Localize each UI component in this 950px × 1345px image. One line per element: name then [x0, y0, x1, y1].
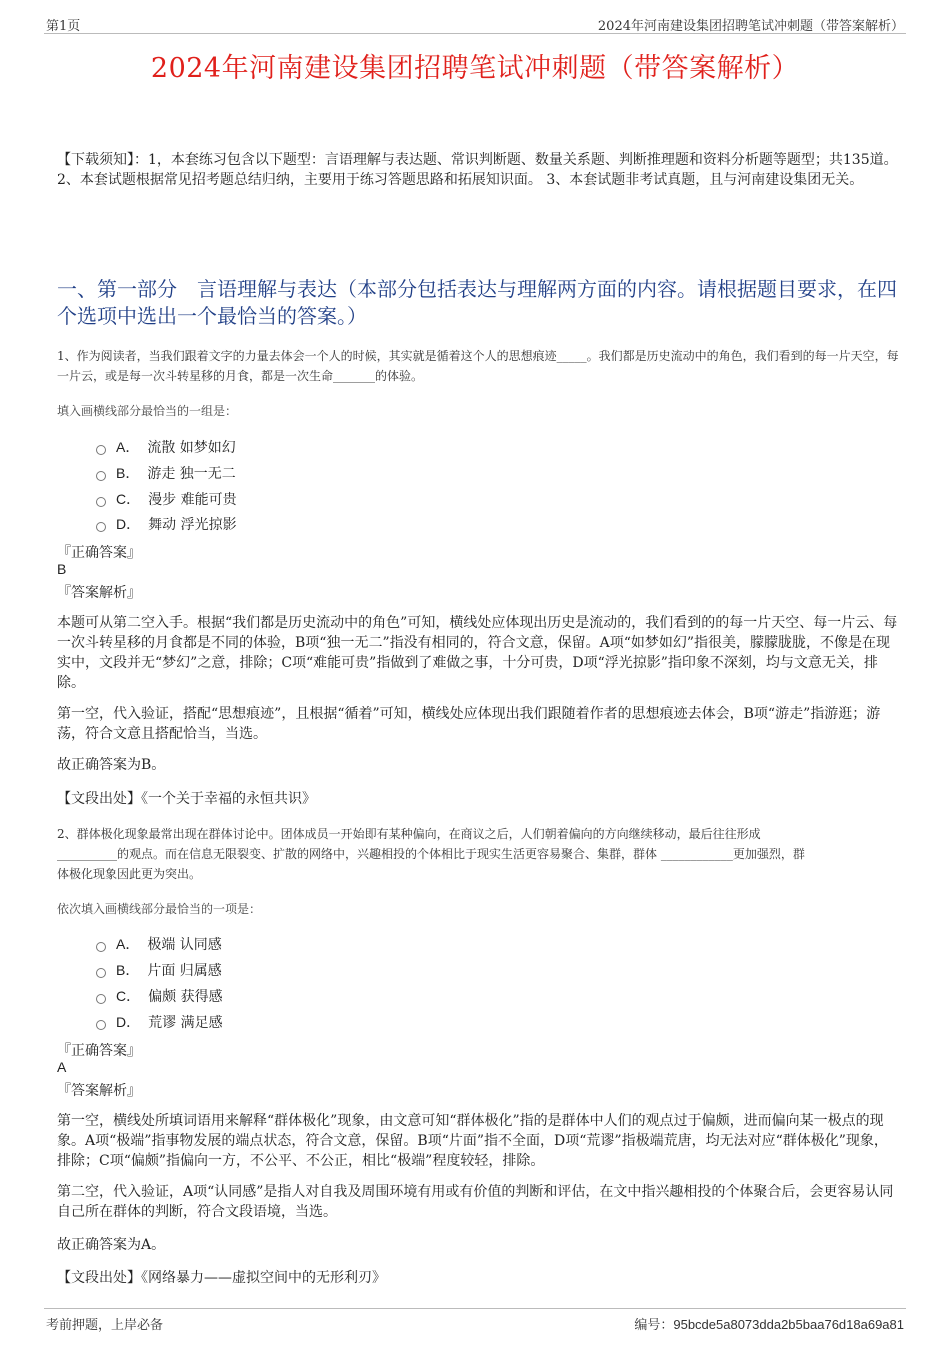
download-notice: 【下载须知】：1，本套练习包含以下题型：言语理解与表达题、常识判断题、数量关系题、判断推理题和资料分析题等题型；共135道。 2、本套试题根据常见招考题总结归纳，主要用于练习答题思路和拓展知识面。 3、本套试题非考试真题，且与河南建设集团无关。 [57, 152, 898, 188]
footer-code [634, 1314, 904, 1333]
question-2-answer: A [57, 1059, 67, 1075]
question-2-analysis-p3: 故正确答案为A。 [57, 1237, 166, 1253]
footer-slogan: 考前押题，上岸必备 [46, 1318, 164, 1333]
radio-icon[interactable] [96, 1020, 106, 1030]
question-2-option-d[interactable] [96, 1012, 223, 1032]
option-text: 流散 如梦如幻 [147, 440, 236, 456]
question-2-option-c[interactable] [96, 986, 223, 1006]
option-letter: D． [116, 1014, 141, 1030]
option-text: 舞动 浮光掠影 [148, 517, 237, 533]
question-1-option-d[interactable] [96, 514, 237, 534]
question-2-prompt: 依次填入画横线部分最恰当的一项是： [57, 902, 262, 916]
radio-icon[interactable] [96, 994, 106, 1004]
question-2-text-line2: __________的观点。而在信息无限裂变、扩散的网络中，兴趣相投的个体相比于现实生活更容易聚合、集群，群体 ____________更加强烈，群 [57, 847, 805, 861]
option-letter: C． [116, 988, 141, 1004]
footer-rule [44, 1308, 906, 1309]
option-letter: A． [116, 439, 140, 455]
question-2-text-line3: 体极化现象因此更为突出。 [57, 867, 202, 881]
page-number: 第1页 [46, 19, 81, 34]
question-1-analysis-p1: 本题可从第二空入手。根据“我们都是历史流动中的角色”可知，横线处应体现出历史是流动的，我们看到的的每一片天空、每一片云、每一次斗转星移的月食都是不同的体验，B项“独一无二”指没有相同的，符合文意，保留。A项“如梦如幻”指很美，朦朦胧胧，不像是在现实中，文段并无“梦幻”之意，排除；C项“难能可贵”指做到了难做之事，十分可贵，D项“浮光掠影”指印象不深刻，均与文意无关，排除。 [57, 615, 898, 691]
question-1-analysis-p2: 第一空，代入验证，搭配“思想痕迹”，且根据“循着”可知，横线处应体现出我们跟随着作者的思想痕迹去体会，B项“游走”指游逛；游荡，符合文意且搭配恰当，当选。 [57, 706, 881, 742]
radio-icon[interactable] [96, 522, 106, 532]
question-1-text: 1、作为阅读者，当我们跟着文字的力量去体会一个人的时候，其实就是循着这个人的思想痕迹_____。我们都是历史流动中的角色，我们看到的每一片天空，每一片云，或是每一次斗转星移的月食，都是一次生命_______的体验。 [57, 349, 899, 383]
option-letter: D． [116, 516, 141, 532]
radio-icon[interactable] [96, 942, 106, 952]
question-2-option-b[interactable] [96, 960, 222, 980]
question-1-correct-label: 『正确答案』 [57, 545, 141, 561]
option-text: 漫步 难能可贵 [148, 492, 237, 508]
option-text: 片面 归属感 [147, 963, 222, 979]
radio-icon[interactable] [96, 445, 106, 455]
footer-code-value: 95bcde5a8073dda2b5baa76d18a69a81 [673, 1317, 904, 1332]
radio-icon[interactable] [96, 471, 106, 481]
question-1-option-a[interactable] [96, 437, 236, 457]
question-1-analysis-label: 『答案解析』 [57, 585, 141, 601]
running-header-title: 2024年河南建设集团招聘笔试冲刺题（带答案解析） [597, 19, 904, 34]
document-title: 2024年河南建设集团招聘笔试冲刺题（带答案解析） [150, 53, 800, 84]
option-text: 荒谬 满足感 [148, 1015, 223, 1031]
option-text: 极端 认同感 [147, 937, 222, 953]
option-letter: C． [116, 491, 141, 507]
question-1-option-b[interactable] [96, 463, 236, 483]
question-2-analysis-label: 『答案解析』 [57, 1083, 141, 1099]
radio-icon[interactable] [96, 497, 106, 507]
question-2-option-a[interactable] [96, 934, 222, 954]
header-rule [44, 33, 906, 34]
option-text: 偏颇 获得感 [148, 989, 223, 1005]
option-letter: B． [116, 962, 140, 978]
question-2-source: 【文段出处】《网络暴力——虚拟空间中的无形利刃》 [57, 1270, 386, 1286]
question-2-text-line1: 2、群体极化现象最常出现在群体讨论中。团体成员一开始即有某种偏向，在商议之后，人们朝着偏向的方向继续移动，最后往往形成 [57, 827, 761, 841]
question-1-prompt: 填入画横线部分最恰当的一组是： [57, 404, 238, 418]
question-2-analysis-p2: 第二空，代入验证，A项“认同感”是指人对自我及周围环境有用或有价值的判断和评估，在文中指兴趣相投的个体聚合后，会更容易认同自己所在群体的判断，符合文段语境，当选。 [57, 1184, 894, 1220]
question-1-analysis-p3: 故正确答案为B。 [57, 757, 166, 773]
option-text: 游走 独一无二 [147, 466, 236, 482]
section-heading: 一、第一部分 言语理解与表达（本部分包括表达与理解两方面的内容。请根据题目要求，在四个选项中选出一个最恰当的答案。） [57, 277, 897, 328]
question-2-correct-label: 『正确答案』 [57, 1043, 141, 1059]
option-letter: B． [116, 465, 140, 481]
radio-icon[interactable] [96, 968, 106, 978]
question-1-option-c[interactable] [96, 489, 237, 509]
question-2-analysis-p1: 第一空，横线处所填词语用来解释“群体极化”现象，由文意可知“群体极化”指的是群体中人们的观点过于偏颇，进而偏向某一极点的现象。A项“极端”指事物发展的端点状态，符合文意，保留。B项“片面”指不全面，D项“荒谬”指极端荒唐，均无法对应“群体极化”现象，排除；C项“偏颇”指偏向一方，不公平、不公正，相比“极端”程度较轻，排除。 [57, 1113, 888, 1169]
option-letter: A． [116, 936, 140, 952]
question-1-source: 【文段出处】《一个关于幸福的永恒共识》 [57, 791, 316, 807]
footer-code-label: 编号： [634, 1318, 674, 1333]
question-1-answer: B [57, 561, 67, 577]
